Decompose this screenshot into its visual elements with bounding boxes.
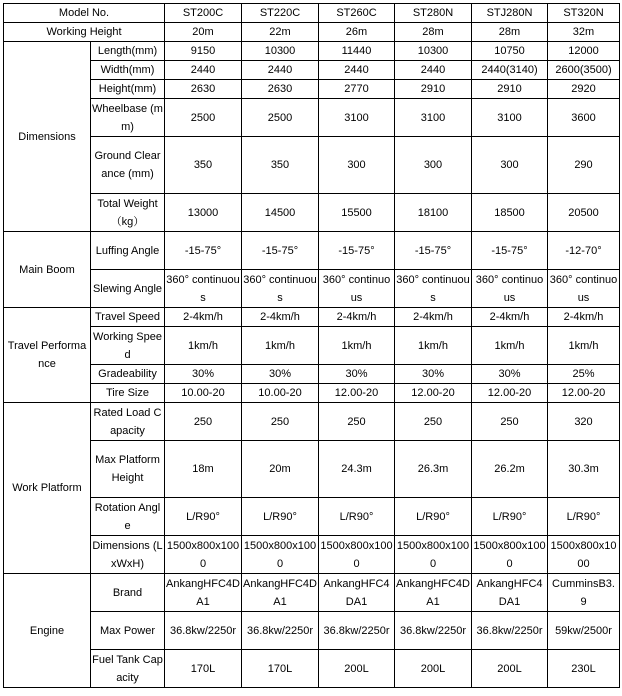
spec-value: 1500x800x1000 — [319, 536, 395, 574]
spec-value: L/R90° — [319, 498, 395, 536]
spec-value: 59kw/2500r — [548, 612, 620, 650]
spec-value: -15-75° — [165, 232, 242, 270]
spec-value: 1500x800x1000 — [242, 536, 319, 574]
spec-value: 25% — [548, 365, 620, 384]
spec-value: 200L — [395, 650, 472, 688]
rotation-angle-row — [4, 498, 620, 536]
group-label-travel-performance: Travel Performance — [4, 308, 91, 403]
spec-value: 350 — [242, 137, 319, 194]
spec-value: 360° continuous — [472, 270, 548, 308]
width-mm-row — [4, 61, 620, 80]
spec-value: 350 — [165, 137, 242, 194]
spec-value: 3100 — [472, 99, 548, 137]
brand-row — [4, 574, 620, 612]
spec-value: 36.8kw/2250r — [242, 612, 319, 650]
model-st260c: ST260C — [319, 4, 395, 23]
wheelbase-mm-row — [4, 99, 620, 137]
spec-value: 30% — [242, 365, 319, 384]
spec-value: 230L — [548, 650, 620, 688]
spec-value: 12.00-20 — [319, 384, 395, 403]
spec-value: L/R90° — [395, 498, 472, 536]
length-mm-row — [4, 42, 620, 61]
spec-value: 36.8kw/2250r — [472, 612, 548, 650]
spec-value: 2-4km/h — [395, 308, 472, 327]
spec-value: L/R90° — [472, 498, 548, 536]
spec-value: 2910 — [395, 80, 472, 99]
spec-value: 9150 — [165, 42, 242, 61]
group-label-dimensions: Dimensions — [4, 42, 91, 232]
spec-label: Total Weight （kg） — [91, 194, 165, 232]
spec-label: Gradeability — [91, 365, 165, 384]
spec-value: 2-4km/h — [319, 308, 395, 327]
spec-value: 12.00-20 — [395, 384, 472, 403]
spec-value: 26.3m — [395, 441, 472, 498]
group-label-work-platform: Work Platform — [4, 403, 91, 574]
spec-label: Max Platform Height — [91, 441, 165, 498]
spec-value: 2630 — [165, 80, 242, 99]
header-row — [4, 4, 620, 23]
spec-value: 250 — [242, 403, 319, 441]
spec-value: 11440 — [319, 42, 395, 61]
spec-value: 2500 — [165, 99, 242, 137]
working-height-value: 26m — [319, 23, 395, 42]
spec-value: 15500 — [319, 194, 395, 232]
spec-value: 24.3m — [319, 441, 395, 498]
spec-value: 2440 — [319, 61, 395, 80]
spec-value: 20500 — [548, 194, 620, 232]
spec-value: 300 — [472, 137, 548, 194]
spec-value: 2-4km/h — [242, 308, 319, 327]
spec-value: 360° continuous — [319, 270, 395, 308]
spec-value: 12.00-20 — [548, 384, 620, 403]
spec-value: 26.2m — [472, 441, 548, 498]
spec-value: 250 — [319, 403, 395, 441]
spec-value: 1500x800x1000 — [472, 536, 548, 574]
spec-value: 30% — [319, 365, 395, 384]
spec-value: 14500 — [242, 194, 319, 232]
spec-value: 1km/h — [395, 327, 472, 365]
spec-value: AnkangHFC4DA1 — [395, 574, 472, 612]
spec-label: Height(mm) — [91, 80, 165, 99]
model-no-label: Model No. — [4, 4, 165, 23]
spec-label: Width(mm) — [91, 61, 165, 80]
group-label-main-boom: Main Boom — [4, 232, 91, 308]
spec-table — [3, 3, 620, 688]
spec-value: AnkangHFC4DA1 — [165, 574, 242, 612]
spec-value: 30% — [395, 365, 472, 384]
spec-value: 2440 — [242, 61, 319, 80]
slewing-angle-row — [4, 270, 620, 308]
spec-value: 10300 — [395, 42, 472, 61]
spec-value: 2440 — [395, 61, 472, 80]
spec-value: 1500x800x1000 — [165, 536, 242, 574]
spec-value: 36.8kw/2250r — [395, 612, 472, 650]
fuel-tank-capacity-row — [4, 650, 620, 688]
dimensions-lxwxh-row — [4, 536, 620, 574]
spec-value: 2-4km/h — [165, 308, 242, 327]
spec-value: 30.3m — [548, 441, 620, 498]
spec-value: 250 — [165, 403, 242, 441]
spec-value: 18100 — [395, 194, 472, 232]
spec-value: 3100 — [319, 99, 395, 137]
spec-value: 320 — [548, 403, 620, 441]
spec-value: 2440(3140) — [472, 61, 548, 80]
spec-value: 10.00-20 — [242, 384, 319, 403]
working-height-value: 20m — [165, 23, 242, 42]
spec-value: 18m — [165, 441, 242, 498]
spec-value: 1km/h — [472, 327, 548, 365]
spec-value: 2920 — [548, 80, 620, 99]
spec-value: 360° continuous — [395, 270, 472, 308]
spec-value: AnkangHFC4DA1 — [472, 574, 548, 612]
spec-value: L/R90° — [548, 498, 620, 536]
spec-value: -15-75° — [395, 232, 472, 270]
spec-label: Rotation Angle — [91, 498, 165, 536]
gradeability-row — [4, 365, 620, 384]
spec-label: Travel Speed — [91, 308, 165, 327]
spec-value: 2910 — [472, 80, 548, 99]
spec-value: 2770 — [319, 80, 395, 99]
spec-value: 2-4km/h — [548, 308, 620, 327]
model-st220c: ST220C — [242, 4, 319, 23]
spec-value: 1500x800x1000 — [395, 536, 472, 574]
max-power-row — [4, 612, 620, 650]
spec-value: 30% — [165, 365, 242, 384]
spec-value: 12.00-20 — [472, 384, 548, 403]
travel-speed-row — [4, 308, 620, 327]
spec-value: 1km/h — [165, 327, 242, 365]
spec-value: 290 — [548, 137, 620, 194]
spec-value: 200L — [319, 650, 395, 688]
spec-value: 300 — [395, 137, 472, 194]
spec-value: 1500x800x1000 — [548, 536, 620, 574]
spec-value: 360° continuous — [165, 270, 242, 308]
spec-label: Fuel Tank Capacity — [91, 650, 165, 688]
spec-value: 170L — [242, 650, 319, 688]
spec-value: 3100 — [395, 99, 472, 137]
group-label-engine: Engine — [4, 574, 91, 688]
spec-label: Working Speed — [91, 327, 165, 365]
spec-value: 36.8kw/2250r — [319, 612, 395, 650]
spec-value: 13000 — [165, 194, 242, 232]
spec-value: 36.8kw/2250r — [165, 612, 242, 650]
spec-label: Slewing Angle — [91, 270, 165, 308]
spec-value: 20m — [242, 441, 319, 498]
spec-value: 300 — [319, 137, 395, 194]
spec-value: 1km/h — [548, 327, 620, 365]
spec-value: AnkangHFC4DA1 — [319, 574, 395, 612]
spec-value: -15-75° — [472, 232, 548, 270]
spec-value: 12000 — [548, 42, 620, 61]
luffing-angle-row — [4, 232, 620, 270]
spec-value: 2600(3500) — [548, 61, 620, 80]
spec-value: 360° continuous — [242, 270, 319, 308]
model-stj280n: STJ280N — [472, 4, 548, 23]
working-height-value: 32m — [548, 23, 620, 42]
spec-value: 1km/h — [242, 327, 319, 365]
spec-label: Tire Size — [91, 384, 165, 403]
working-speed-row — [4, 327, 620, 365]
spec-value: 1km/h — [319, 327, 395, 365]
spec-value: AnkangHFC4DA1 — [242, 574, 319, 612]
working-height-value: 28m — [395, 23, 472, 42]
spec-value: 3600 — [548, 99, 620, 137]
spec-label: Wheelbase (mm) — [91, 99, 165, 137]
spec-value: 30% — [472, 365, 548, 384]
spec-label: Max Power — [91, 612, 165, 650]
model-st200c: ST200C — [165, 4, 242, 23]
spec-value: 10.00-20 — [165, 384, 242, 403]
spec-label: Dimensions (LxWxH) — [91, 536, 165, 574]
tire-size-row — [4, 384, 620, 403]
spec-value: L/R90° — [165, 498, 242, 536]
ground-clearance-mm-row — [4, 137, 620, 194]
model-st280n: ST280N — [395, 4, 472, 23]
spec-value: L/R90° — [242, 498, 319, 536]
spec-value: 18500 — [472, 194, 548, 232]
spec-label: Luffing Angle — [91, 232, 165, 270]
height-mm-row — [4, 80, 620, 99]
spec-value: 2440 — [165, 61, 242, 80]
working-height-value: 28m — [472, 23, 548, 42]
spec-value: -15-75° — [319, 232, 395, 270]
spec-value: 10750 — [472, 42, 548, 61]
spec-value: 360° continuous — [548, 270, 620, 308]
spec-value: 250 — [395, 403, 472, 441]
spec-value: 170L — [165, 650, 242, 688]
spec-value: -12-70° — [548, 232, 620, 270]
spec-label: Ground Clearance (mm) — [91, 137, 165, 194]
spec-value: 200L — [472, 650, 548, 688]
model-st320n: ST320N — [548, 4, 620, 23]
spec-label: Rated Load Capacity — [91, 403, 165, 441]
rated-load-capacity-row — [4, 403, 620, 441]
spec-value: -15-75° — [242, 232, 319, 270]
spec-value: 250 — [472, 403, 548, 441]
spec-label: Brand — [91, 574, 165, 612]
spec-value: 2-4km/h — [472, 308, 548, 327]
spec-value: CumminsB3.9 — [548, 574, 620, 612]
spec-value: 10300 — [242, 42, 319, 61]
working-height-row — [4, 23, 620, 42]
total-weight-kg-row — [4, 194, 620, 232]
max-platform-height-row — [4, 441, 620, 498]
working-height-value: 22m — [242, 23, 319, 42]
spec-value: 2630 — [242, 80, 319, 99]
spec-value: 2500 — [242, 99, 319, 137]
spec-label: Length(mm) — [91, 42, 165, 61]
working-height-label: Working Height — [4, 23, 165, 42]
